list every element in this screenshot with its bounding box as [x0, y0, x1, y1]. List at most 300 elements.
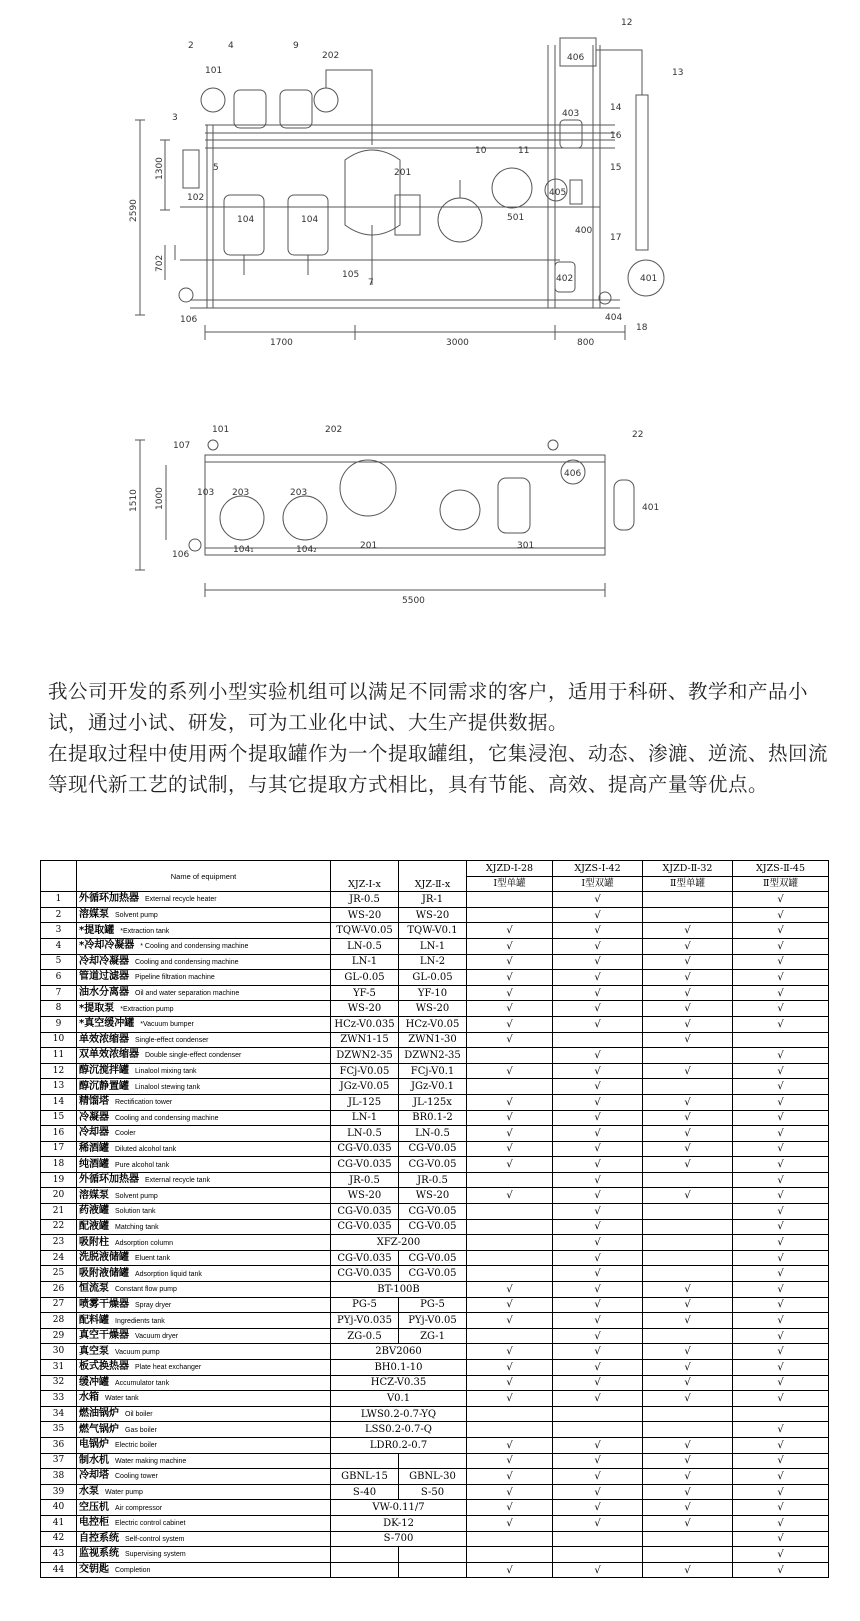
check-cell: √: [553, 1172, 643, 1188]
equipment-name-en: Electric control cabinet: [115, 1520, 186, 1528]
equipment-name: [77, 1219, 331, 1235]
check-cell: √: [553, 1391, 643, 1407]
table-row: [41, 1328, 829, 1344]
row-number: 40: [41, 1500, 77, 1516]
row-number: 22: [41, 1219, 77, 1235]
table-row: [41, 954, 829, 970]
check-cell: √: [643, 1016, 733, 1032]
check-cell: √: [467, 1515, 553, 1531]
table-row: [41, 970, 829, 986]
model-spec-1: FCj-V0.05: [331, 1063, 399, 1079]
check-cell: √: [733, 1360, 829, 1376]
check-cell: [643, 1422, 733, 1438]
header-series-name: Ⅰ型双罐: [553, 876, 643, 892]
check-cell: √: [553, 1110, 643, 1126]
check-cell: √: [467, 1157, 553, 1173]
table-row: [41, 1484, 829, 1500]
equipment-name-zh: 喷雾干燥器: [79, 1298, 129, 1310]
equipment-name: [77, 1172, 331, 1188]
check-cell: √: [467, 1297, 553, 1313]
check-cell: √: [553, 985, 643, 1001]
label: 403: [562, 109, 580, 119]
check-cell: √: [733, 1001, 829, 1017]
check-cell: [467, 907, 553, 923]
equipment-name-zh: 水泵: [79, 1486, 99, 1498]
equipment-name-zh: 单效浓缩器: [79, 1033, 129, 1045]
check-cell: √: [733, 938, 829, 954]
equipment-name-zh: 燃气锅炉: [79, 1423, 119, 1435]
label: 106: [180, 315, 198, 325]
label: 16: [610, 131, 622, 141]
check-cell: [553, 1032, 643, 1048]
header-no: [41, 861, 77, 892]
check-cell: [467, 1235, 553, 1251]
table-row: [41, 1266, 829, 1282]
check-cell: √: [467, 1437, 553, 1453]
check-cell: [643, 1048, 733, 1064]
equipment-name-en: Water tank: [105, 1395, 139, 1403]
check-cell: √: [733, 923, 829, 939]
equipment-name-zh: 空压机: [79, 1501, 109, 1513]
equipment-name: [77, 1250, 331, 1266]
equipment-name-zh: 燃油锅炉: [79, 1408, 119, 1420]
model-spec-1: CG-V0.035: [331, 1141, 399, 1157]
check-cell: √: [643, 1282, 733, 1298]
equipment-name: [77, 1562, 331, 1578]
equipment-name: [77, 1422, 331, 1438]
equipment-name: [77, 1016, 331, 1032]
equipment-name: [77, 1344, 331, 1360]
table-row: [41, 1344, 829, 1360]
label: 101: [212, 425, 230, 435]
equipment-name-zh: 纯酒罐: [79, 1158, 109, 1170]
label: 404: [605, 313, 623, 323]
equipment-name-zh: 醇沉静置罐: [79, 1080, 129, 1092]
label: 9: [293, 41, 299, 51]
check-cell: √: [553, 1141, 643, 1157]
table-row: [41, 1547, 829, 1563]
equipment-name-en: Eluent tank: [135, 1255, 171, 1263]
label: 406: [564, 469, 582, 479]
header-model-2: XJZ-Ⅱ-x: [399, 861, 467, 892]
row-number: 44: [41, 1562, 77, 1578]
equipment-name-zh: 板式换热器: [79, 1361, 129, 1373]
check-cell: [467, 1172, 553, 1188]
check-cell: √: [553, 1515, 643, 1531]
equipment-name-en: Self-control system: [125, 1535, 185, 1543]
model-spec-2: PG-5: [399, 1297, 467, 1313]
table-row: [41, 1172, 829, 1188]
check-cell: √: [553, 1360, 643, 1376]
check-cell: √: [553, 1079, 643, 1095]
check-cell: √: [733, 1328, 829, 1344]
check-cell: √: [467, 1282, 553, 1298]
model-spec-2: DZWN2-35: [399, 1048, 467, 1064]
model-spec-2: HCz-V0.05: [399, 1016, 467, 1032]
check-cell: √: [643, 1141, 733, 1157]
check-cell: √: [733, 1094, 829, 1110]
check-cell: √: [467, 1344, 553, 1360]
label: 17: [610, 233, 622, 243]
equipment-name-en: Vacuum dryer: [135, 1333, 179, 1341]
label: 5500: [402, 596, 425, 606]
equipment-name-en: Electric boiler: [115, 1442, 158, 1450]
row-number: 37: [41, 1453, 77, 1469]
table-row: [41, 1219, 829, 1235]
check-cell: √: [467, 1126, 553, 1142]
equipment-name-en: Linalool mixing tank: [135, 1068, 197, 1076]
equipment-name-zh: 醇沉搅拌罐: [79, 1065, 129, 1077]
table-row: [41, 1282, 829, 1298]
equipment-name-en: Oil and water separation machine: [135, 990, 240, 998]
model-spec-1: JGz-V0.05: [331, 1079, 399, 1095]
check-cell: √: [733, 1391, 829, 1407]
equipment-name: [77, 1204, 331, 1220]
check-cell: √: [553, 1328, 643, 1344]
plan-labels: [129, 425, 659, 606]
model-spec: HCZ-V0.35: [331, 1375, 467, 1391]
check-cell: √: [643, 1094, 733, 1110]
check-cell: √: [733, 985, 829, 1001]
row-number: 43: [41, 1547, 77, 1563]
table-row: [41, 1500, 829, 1516]
label: 11: [518, 146, 530, 156]
check-cell: √: [553, 1282, 643, 1298]
table-row: [41, 1531, 829, 1547]
check-cell: [643, 1547, 733, 1563]
table-row: [41, 1297, 829, 1313]
equipment-name-zh: 自控系统: [79, 1532, 119, 1544]
model-spec-2: [399, 1547, 467, 1563]
check-cell: √: [643, 1110, 733, 1126]
check-cell: [467, 1531, 553, 1547]
check-cell: [553, 1422, 643, 1438]
equipment-name-zh: 电锅炉: [79, 1439, 109, 1451]
check-cell: √: [733, 1110, 829, 1126]
check-cell: √: [733, 1141, 829, 1157]
table-row: [41, 1204, 829, 1220]
row-number: 33: [41, 1391, 77, 1407]
model-spec: 2BV2060: [331, 1344, 467, 1360]
check-cell: √: [733, 907, 829, 923]
equipment-name-en: Completion: [115, 1567, 151, 1575]
label: 18: [636, 323, 648, 333]
check-cell: √: [467, 954, 553, 970]
row-number: 23: [41, 1235, 77, 1251]
label: 105: [342, 270, 360, 280]
equipment-name-en: Cooling tower: [115, 1473, 158, 1481]
label: 401: [640, 274, 658, 284]
check-cell: [733, 1406, 829, 1422]
row-number: 3: [41, 923, 77, 939]
check-cell: √: [553, 1500, 643, 1516]
model-spec-1: PYj-V0.035: [331, 1313, 399, 1329]
label: 10: [475, 146, 487, 156]
check-cell: √: [553, 970, 643, 986]
equipment-name-en: *Extraction tank: [120, 927, 170, 935]
model-spec-2: BR0.1-2: [399, 1110, 467, 1126]
row-number: 17: [41, 1141, 77, 1157]
row-number: 15: [41, 1110, 77, 1126]
equipment-name-zh: 配液罐: [79, 1220, 109, 1232]
equipment-name-en: Spray dryer: [135, 1301, 172, 1309]
row-number: 1: [41, 892, 77, 908]
model-spec-1: [331, 1562, 399, 1578]
check-cell: √: [733, 1063, 829, 1079]
check-cell: √: [733, 1266, 829, 1282]
model-spec-2: [399, 1453, 467, 1469]
check-cell: √: [733, 1016, 829, 1032]
model-spec-1: CG-V0.035: [331, 1266, 399, 1282]
equipment-name-zh: 缓冲罐: [79, 1376, 109, 1388]
label: 7: [368, 278, 374, 288]
model-spec-2: PYj-V0.05: [399, 1313, 467, 1329]
equipment-name: [77, 907, 331, 923]
equipment-name-zh: 制水机: [79, 1454, 109, 1466]
check-cell: √: [733, 1500, 829, 1516]
check-cell: √: [733, 1235, 829, 1251]
check-cell: √: [467, 970, 553, 986]
row-number: 10: [41, 1032, 77, 1048]
equipment-name-en: Cooling and condensing machine: [115, 1114, 219, 1122]
label: 104: [301, 215, 319, 225]
equipment-name: [77, 1157, 331, 1173]
table-row: [41, 1110, 829, 1126]
check-cell: [553, 1406, 643, 1422]
table-row: [41, 1157, 829, 1173]
row-number: 7: [41, 985, 77, 1001]
equipment-name-zh: 稀酒罐: [79, 1142, 109, 1154]
model-spec: LDR0.2-0.7: [331, 1437, 467, 1453]
equipment-name: [77, 1141, 331, 1157]
table-row: [41, 907, 829, 923]
model-spec-2: YF-10: [399, 985, 467, 1001]
check-cell: [643, 1250, 733, 1266]
model-spec-1: LN-1: [331, 954, 399, 970]
label: 104₂: [296, 545, 317, 555]
label: 101: [205, 66, 223, 76]
header-series-name: Ⅱ型双罐: [733, 876, 829, 892]
equipment-name-zh: 溶媒泵: [79, 909, 109, 921]
model-spec-2: LN-2: [399, 954, 467, 970]
check-cell: √: [553, 1126, 643, 1142]
equipment-name-zh: *提取罐: [79, 924, 115, 936]
check-cell: √: [733, 1126, 829, 1142]
equipment-name-en: Plate heat exchanger: [135, 1364, 202, 1372]
equipment-name: [77, 1110, 331, 1126]
check-cell: √: [553, 1344, 643, 1360]
intro-paragraph: 我公司开发的系列小型实验机组可以满足不同需求的客户，适用于科研、教学和产品小试，通过小试、研发，可为工业化中试、大生产提供数据。: [48, 680, 809, 734]
check-cell: √: [733, 1484, 829, 1500]
equipment-name: [77, 1360, 331, 1376]
check-cell: [467, 1079, 553, 1095]
check-cell: [467, 1204, 553, 1220]
label: 14: [610, 103, 622, 113]
table-row: [41, 1235, 829, 1251]
table-row: [41, 892, 829, 908]
row-number: 20: [41, 1188, 77, 1204]
label: 1510: [129, 489, 139, 512]
check-cell: √: [467, 1110, 553, 1126]
equipment-name-zh: 冷凝器: [79, 1111, 109, 1123]
row-number: 34: [41, 1406, 77, 1422]
row-number: 16: [41, 1126, 77, 1142]
check-cell: √: [643, 985, 733, 1001]
check-cell: √: [553, 1562, 643, 1578]
row-number: 2: [41, 907, 77, 923]
model-spec-1: [331, 1547, 399, 1563]
label: 406: [567, 53, 585, 63]
row-number: 5: [41, 954, 77, 970]
equipment-name-zh: 外循环加热器: [79, 1174, 139, 1186]
equipment-name-en: Oil boiler: [125, 1411, 153, 1419]
equipment-name-en: Adsorption column: [115, 1239, 173, 1247]
equipment-name-zh: *提取泵: [79, 1002, 115, 1014]
model-spec-1: HCz-V0.035: [331, 1016, 399, 1032]
check-cell: [733, 1032, 829, 1048]
check-cell: √: [467, 1032, 553, 1048]
check-cell: √: [553, 1313, 643, 1329]
check-cell: √: [467, 938, 553, 954]
table-row: [41, 1453, 829, 1469]
table-header-row: [41, 861, 829, 877]
model-spec-2: CG-V0.05: [399, 1204, 467, 1220]
table-row: [41, 1032, 829, 1048]
equipment-name: [77, 1406, 331, 1422]
equipment-name-zh: 恒流泵: [79, 1283, 109, 1295]
model-spec: BH0.1-10: [331, 1360, 467, 1376]
equipment-name-en: Vacuum pump: [115, 1348, 160, 1356]
label: 13: [672, 68, 684, 78]
equipment-name-zh: 吸附柱: [79, 1236, 109, 1248]
check-cell: [467, 1048, 553, 1064]
check-cell: [643, 892, 733, 908]
model-spec-1: WS-20: [331, 1188, 399, 1204]
equipment-name-zh: 外循环加热器: [79, 893, 139, 905]
check-cell: √: [553, 954, 643, 970]
check-cell: √: [733, 1297, 829, 1313]
check-cell: √: [553, 1016, 643, 1032]
check-cell: √: [467, 1094, 553, 1110]
table-row: [41, 1001, 829, 1017]
check-cell: √: [553, 1219, 643, 1235]
label: 107: [173, 441, 191, 451]
check-cell: √: [643, 1484, 733, 1500]
equipment-name: [77, 1048, 331, 1064]
equipment-name: [77, 954, 331, 970]
label: 3: [172, 113, 178, 123]
equipment-name: [77, 970, 331, 986]
model-spec-1: JR-0.5: [331, 1172, 399, 1188]
row-number: 42: [41, 1531, 77, 1547]
check-cell: √: [643, 923, 733, 939]
model-spec-2: GL-0.05: [399, 970, 467, 986]
equipment-name: [77, 1453, 331, 1469]
model-spec: S-700: [331, 1531, 467, 1547]
label: 501: [507, 213, 525, 223]
table-body: [41, 892, 829, 1578]
table-row: [41, 1063, 829, 1079]
check-cell: √: [553, 938, 643, 954]
equipment-name-zh: 冷却冷凝器: [79, 955, 129, 967]
label: 201: [394, 168, 412, 178]
check-cell: [643, 1531, 733, 1547]
label: 104: [237, 215, 255, 225]
check-cell: [467, 892, 553, 908]
label: 104₁: [233, 545, 254, 555]
check-cell: √: [553, 1469, 643, 1485]
equipment-name-en: Gas boiler: [125, 1426, 157, 1434]
header-series-code: XJZD-Ⅰ-28: [467, 861, 553, 877]
equipment-name: [77, 1079, 331, 1095]
row-number: 29: [41, 1328, 77, 1344]
equipment-name-en: Cooler: [115, 1130, 136, 1138]
check-cell: √: [643, 1375, 733, 1391]
model-spec-1: YF-5: [331, 985, 399, 1001]
label: 203: [290, 488, 308, 498]
label: 401: [642, 503, 660, 513]
equipment-name-zh: 精馏塔: [79, 1096, 109, 1108]
row-number: 13: [41, 1079, 77, 1095]
check-cell: √: [733, 1469, 829, 1485]
equipment-name-en: Adsorption liquid tank: [135, 1270, 202, 1278]
check-cell: √: [467, 1360, 553, 1376]
check-cell: √: [643, 954, 733, 970]
check-cell: [467, 1406, 553, 1422]
table-row: [41, 1016, 829, 1032]
equipment-name-zh: 洗脱液储罐: [79, 1252, 129, 1264]
check-cell: √: [733, 1437, 829, 1453]
check-cell: √: [553, 1063, 643, 1079]
label: 15: [610, 163, 622, 173]
row-number: 6: [41, 970, 77, 986]
row-number: 11: [41, 1048, 77, 1064]
check-cell: √: [467, 1500, 553, 1516]
row-number: 36: [41, 1437, 77, 1453]
equipment-name: [77, 1328, 331, 1344]
equipment-name: [77, 1282, 331, 1298]
equipment-name: [77, 1313, 331, 1329]
check-cell: √: [553, 1204, 643, 1220]
label: 203: [232, 488, 250, 498]
equipment-name: [77, 938, 331, 954]
table-row: [41, 1391, 829, 1407]
label: 202: [322, 51, 340, 61]
check-cell: √: [733, 1422, 829, 1438]
row-number: 12: [41, 1063, 77, 1079]
table-row: [41, 1048, 829, 1064]
check-cell: √: [733, 1219, 829, 1235]
model-spec: LWS0.2-0.7-YQ: [331, 1406, 467, 1422]
row-number: 25: [41, 1266, 77, 1282]
check-cell: √: [553, 1266, 643, 1282]
model-spec-1: GL-0.05: [331, 970, 399, 986]
check-cell: √: [733, 1079, 829, 1095]
label: 202: [325, 425, 343, 435]
check-cell: √: [733, 1313, 829, 1329]
check-cell: √: [643, 1344, 733, 1360]
model-spec-1: WS-20: [331, 1001, 399, 1017]
equipment-name: [77, 1484, 331, 1500]
equipment-name-zh: 药液罐: [79, 1205, 109, 1217]
check-cell: √: [553, 1484, 643, 1500]
equipment-name-en: Water making machine: [115, 1457, 187, 1465]
label: 702: [155, 254, 165, 272]
equipment-name: [77, 1297, 331, 1313]
check-cell: √: [643, 1157, 733, 1173]
equipment-name-zh: 双单效浓缩器: [79, 1049, 139, 1061]
check-cell: √: [553, 1048, 643, 1064]
